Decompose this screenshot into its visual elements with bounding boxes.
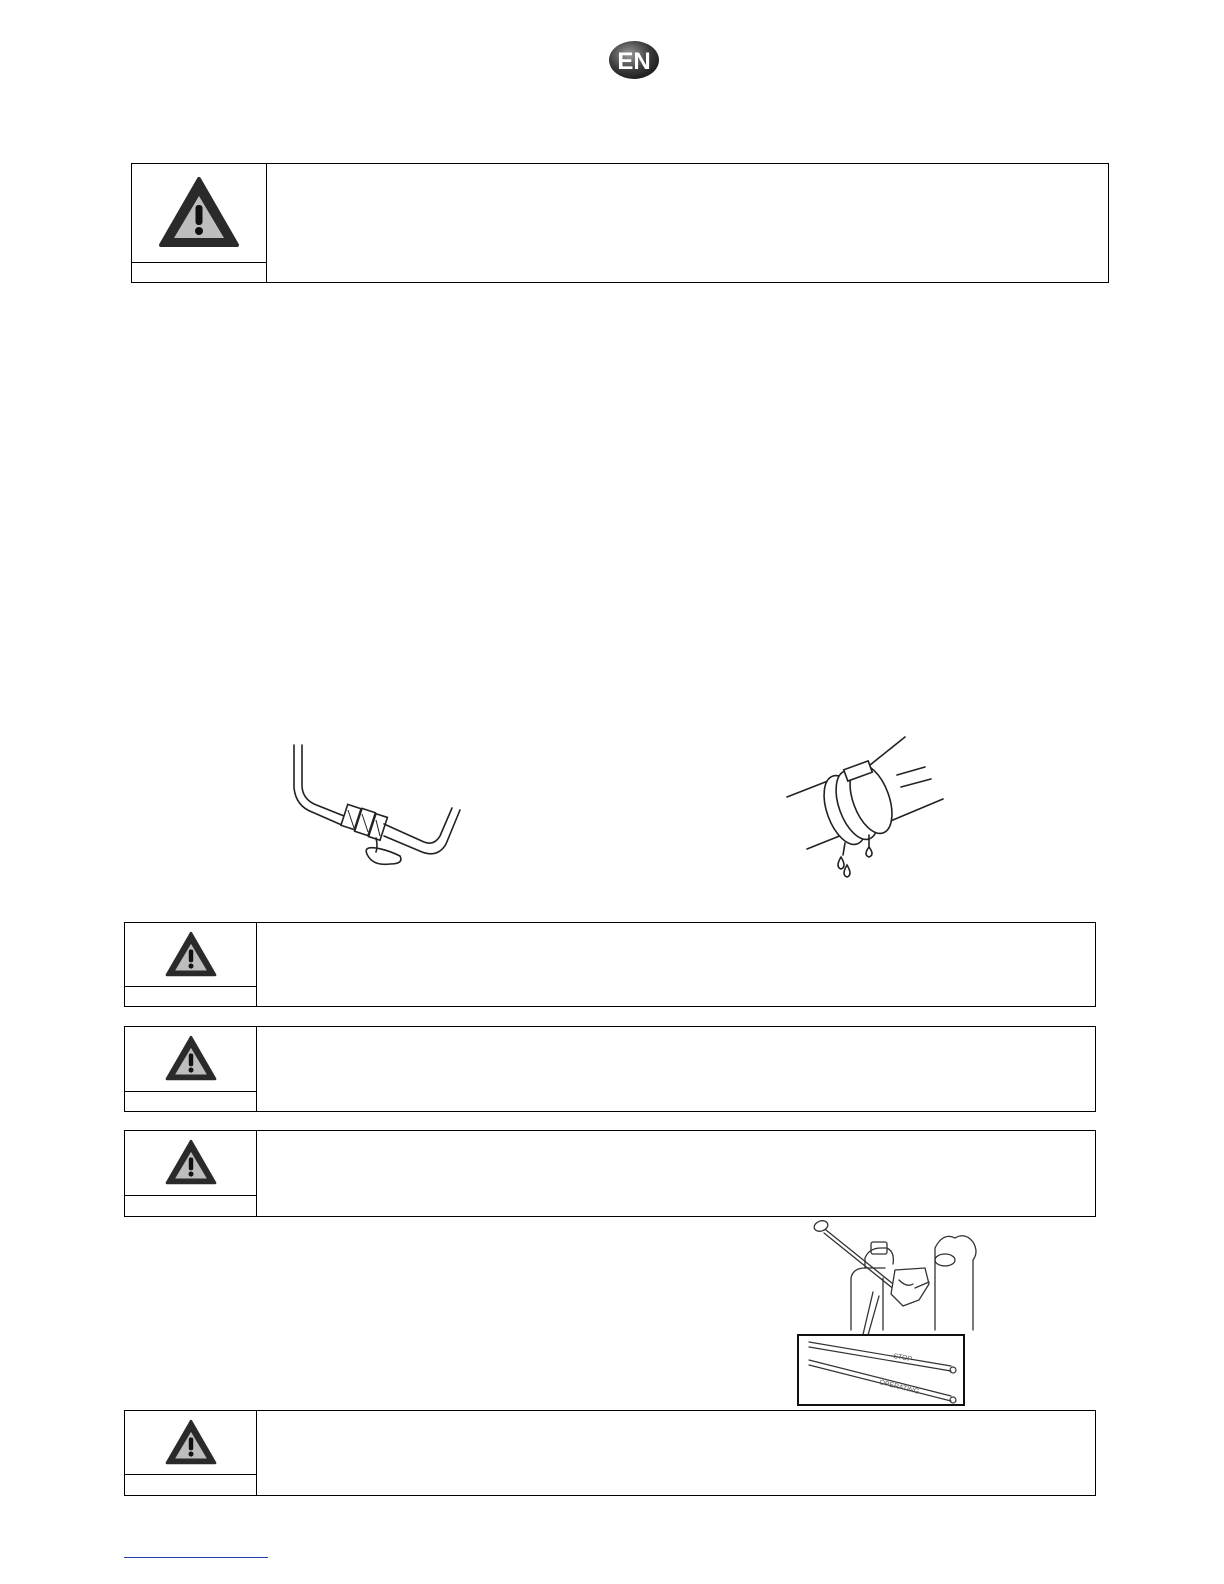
icon-cell-divider <box>125 1091 256 1092</box>
warning-icon-cell <box>125 1027 257 1111</box>
warning-box-1 <box>131 163 1109 283</box>
warning-triangle-icon <box>165 1139 217 1185</box>
leaking-clamp-illustration <box>785 735 945 880</box>
en-badge-icon <box>608 40 660 80</box>
warning-icon-cell <box>125 923 257 1006</box>
warning-triangle-icon <box>158 176 240 248</box>
leaking-hose-illustration <box>292 740 472 875</box>
figure-leaking-hose <box>292 740 472 875</box>
dipstick-illustration <box>795 1218 985 1408</box>
icon-cell-divider <box>125 986 256 987</box>
warning-icon-cell <box>125 1411 257 1495</box>
warning-text <box>257 1131 1095 1216</box>
warning-text <box>257 923 1095 1006</box>
warning-box-5 <box>124 1410 1096 1496</box>
warning-text <box>257 1027 1095 1111</box>
language-badge-label: EN <box>617 48 651 75</box>
figure-leaking-clamp <box>785 735 945 880</box>
figure-dipstick <box>795 1218 985 1408</box>
icon-cell-divider <box>125 1195 256 1196</box>
warning-icon-cell <box>125 1131 257 1216</box>
warning-triangle-icon <box>165 1035 217 1081</box>
warning-triangle-icon <box>165 1419 217 1465</box>
warning-box-2 <box>124 922 1096 1007</box>
language-badge <box>608 40 660 80</box>
warning-box-4 <box>124 1130 1096 1217</box>
warning-text <box>257 1411 1095 1495</box>
warning-triangle-icon <box>165 931 217 977</box>
dipstick-stop-label: STOP <box>892 1353 913 1364</box>
dipstick-operating-label: OPERATING <box>878 1379 920 1396</box>
warning-box-3 <box>124 1026 1096 1112</box>
footer-rule <box>124 1557 268 1558</box>
warning-icon-cell <box>132 164 267 282</box>
icon-cell-divider <box>125 1474 256 1475</box>
warning-text <box>267 164 1108 282</box>
icon-cell-divider <box>132 262 266 263</box>
